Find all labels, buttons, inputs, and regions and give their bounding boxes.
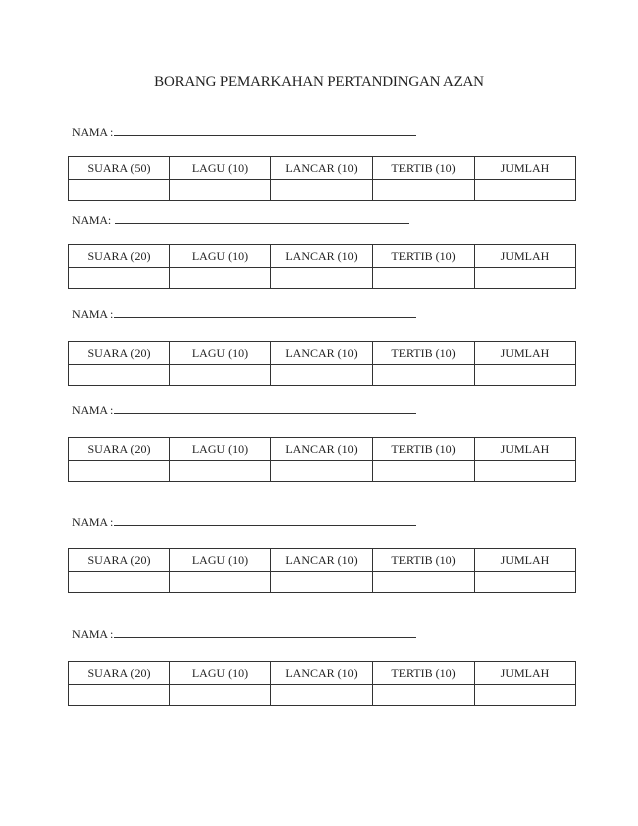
jumlah-score-cell[interactable] (475, 268, 576, 289)
score-header-row (69, 157, 576, 180)
name-label: NAMA : (72, 125, 114, 139)
jumlah-score-cell[interactable] (475, 461, 576, 482)
score-table-1 (68, 156, 576, 201)
suara-score-cell[interactable] (69, 365, 170, 386)
header-jumlah: JUMLAH (475, 549, 576, 572)
score-table-2 (68, 244, 576, 289)
score-header-row (69, 342, 576, 365)
header-jumlah: JUMLAH (475, 438, 576, 461)
form-title: BORANG PEMARKAHAN PERTANDINGAN AZAN (154, 74, 484, 90)
lagu-score-cell[interactable] (170, 572, 271, 593)
header-lancar: LANCAR (10) (271, 157, 373, 180)
header-jumlah: JUMLAH (475, 157, 576, 180)
tertib-score-cell[interactable] (373, 365, 475, 386)
header-lancar: LANCAR (10) (271, 549, 373, 572)
suara-score-cell[interactable] (69, 461, 170, 482)
name-label: NAMA : (72, 627, 114, 641)
header-suara: SUARA (20) (69, 549, 170, 572)
score-header-row (69, 245, 576, 268)
name-field-1 (72, 124, 416, 140)
jumlah-score-cell[interactable] (475, 572, 576, 593)
header-jumlah: JUMLAH (475, 662, 576, 685)
header-lagu: LAGU (10) (170, 157, 271, 180)
score-input-row (69, 685, 576, 706)
header-tertib: TERTIB (10) (373, 342, 475, 365)
header-suara: SUARA (20) (69, 438, 170, 461)
header-lagu: LAGU (10) (170, 245, 271, 268)
header-suara: SUARA (50) (69, 157, 170, 180)
header-lagu: LAGU (10) (170, 662, 271, 685)
lancar-score-cell[interactable] (271, 268, 373, 289)
lagu-score-cell[interactable] (170, 461, 271, 482)
header-suara: SUARA (20) (69, 342, 170, 365)
score-table-6 (68, 661, 576, 706)
header-lagu: LAGU (10) (170, 438, 271, 461)
name-field-6 (72, 626, 416, 642)
lancar-score-cell[interactable] (271, 572, 373, 593)
name-line[interactable] (114, 402, 416, 414)
jumlah-score-cell[interactable] (475, 365, 576, 386)
header-suara: SUARA (20) (69, 245, 170, 268)
jumlah-score-cell[interactable] (475, 180, 576, 201)
header-tertib: TERTIB (10) (373, 157, 475, 180)
lancar-score-cell[interactable] (271, 180, 373, 201)
suara-score-cell[interactable] (69, 685, 170, 706)
header-tertib: TERTIB (10) (373, 438, 475, 461)
name-line[interactable] (114, 626, 416, 638)
name-label: NAMA : (72, 403, 114, 417)
header-jumlah: JUMLAH (475, 245, 576, 268)
header-tertib: TERTIB (10) (373, 662, 475, 685)
score-table-5 (68, 548, 576, 593)
name-label: NAMA: (72, 213, 112, 227)
jumlah-score-cell[interactable] (475, 685, 576, 706)
header-tertib: TERTIB (10) (373, 549, 475, 572)
name-field-4 (72, 402, 416, 418)
header-lancar: LANCAR (10) (271, 662, 373, 685)
score-table-3 (68, 341, 576, 386)
lagu-score-cell[interactable] (170, 685, 271, 706)
name-line[interactable] (114, 124, 416, 136)
name-line[interactable] (114, 306, 416, 318)
score-header-row (69, 549, 576, 572)
name-field-5 (72, 514, 416, 530)
name-label: NAMA : (72, 307, 114, 321)
score-input-row (69, 572, 576, 593)
suara-score-cell[interactable] (69, 572, 170, 593)
tertib-score-cell[interactable] (373, 572, 475, 593)
header-tertib: TERTIB (10) (373, 245, 475, 268)
name-label: NAMA : (72, 515, 114, 529)
name-field-2 (72, 212, 409, 228)
score-input-row (69, 365, 576, 386)
header-lancar: LANCAR (10) (271, 438, 373, 461)
tertib-score-cell[interactable] (373, 685, 475, 706)
suara-score-cell[interactable] (69, 268, 170, 289)
score-input-row (69, 461, 576, 482)
header-lagu: LAGU (10) (170, 342, 271, 365)
tertib-score-cell[interactable] (373, 461, 475, 482)
score-input-row (69, 268, 576, 289)
score-header-row (69, 662, 576, 685)
header-jumlah: JUMLAH (475, 342, 576, 365)
header-lancar: LANCAR (10) (271, 342, 373, 365)
lancar-score-cell[interactable] (271, 365, 373, 386)
score-header-row (69, 438, 576, 461)
header-suara: SUARA (20) (69, 662, 170, 685)
header-lagu: LAGU (10) (170, 549, 271, 572)
lancar-score-cell[interactable] (271, 685, 373, 706)
header-lancar: LANCAR (10) (271, 245, 373, 268)
lagu-score-cell[interactable] (170, 365, 271, 386)
name-line[interactable] (115, 212, 409, 224)
suara-score-cell[interactable] (69, 180, 170, 201)
name-field-3 (72, 306, 416, 322)
lancar-score-cell[interactable] (271, 461, 373, 482)
score-input-row (69, 180, 576, 201)
lagu-score-cell[interactable] (170, 180, 271, 201)
tertib-score-cell[interactable] (373, 180, 475, 201)
name-line[interactable] (114, 514, 416, 526)
tertib-score-cell[interactable] (373, 268, 475, 289)
score-table-4 (68, 437, 576, 482)
lagu-score-cell[interactable] (170, 268, 271, 289)
